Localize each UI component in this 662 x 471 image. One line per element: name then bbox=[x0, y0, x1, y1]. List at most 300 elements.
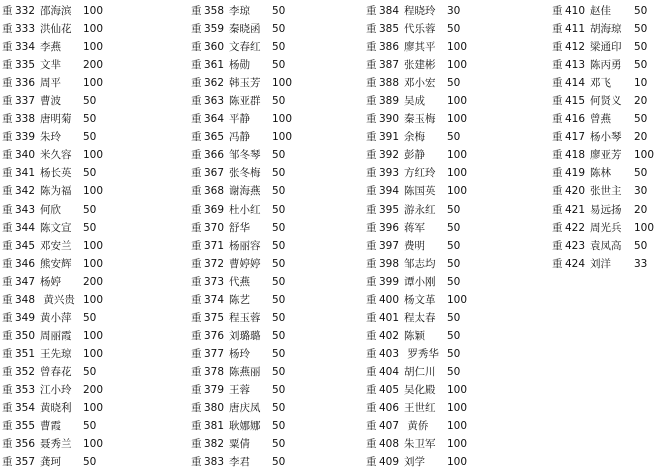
list-item bbox=[366, 56, 479, 74]
row-prefix: 重 bbox=[366, 203, 377, 216]
list-item bbox=[2, 435, 115, 453]
list-item bbox=[191, 20, 304, 38]
list-item bbox=[2, 327, 115, 345]
donation-amount: 100 bbox=[83, 257, 104, 270]
row-number: 378 bbox=[204, 365, 225, 378]
donation-amount: 50 bbox=[272, 41, 286, 54]
donor-name: 舒华 bbox=[229, 221, 250, 234]
donor-name: 袁凤高 bbox=[590, 239, 622, 252]
list-item bbox=[2, 345, 115, 363]
list-item bbox=[552, 237, 662, 255]
row-prefix: 重 bbox=[552, 113, 563, 126]
donation-amount: 50 bbox=[447, 239, 461, 252]
row-number: 359 bbox=[204, 23, 225, 36]
list-item bbox=[366, 327, 479, 345]
donation-amount: 50 bbox=[272, 311, 286, 324]
row-number: 340 bbox=[15, 149, 36, 162]
row-number: 397 bbox=[379, 239, 400, 252]
list-item bbox=[191, 2, 304, 20]
donation-amount: 200 bbox=[83, 275, 104, 288]
donation-amount: 50 bbox=[272, 221, 286, 234]
row-number: 424 bbox=[565, 257, 586, 270]
list-item bbox=[191, 381, 304, 399]
donor-name: 杨小琴 bbox=[590, 131, 622, 144]
list-item bbox=[366, 363, 479, 381]
row-prefix: 重 bbox=[2, 420, 13, 433]
row-number: 357 bbox=[15, 456, 36, 469]
donor-name: 杜小红 bbox=[229, 203, 261, 216]
donation-amount: 50 bbox=[447, 329, 461, 342]
donor-name: 杨婷 bbox=[40, 275, 61, 288]
row-prefix: 重 bbox=[191, 149, 202, 162]
donor-name: 刘璐璐 bbox=[229, 329, 261, 342]
row-prefix: 重 bbox=[366, 95, 377, 108]
row-number: 363 bbox=[204, 95, 225, 108]
donation-amount: 50 bbox=[634, 23, 648, 36]
donation-amount: 50 bbox=[447, 77, 461, 90]
row-prefix: 重 bbox=[191, 203, 202, 216]
row-number: 377 bbox=[204, 347, 225, 360]
donor-name: 赵佳 bbox=[590, 5, 611, 17]
list-item bbox=[366, 164, 479, 182]
row-prefix: 重 bbox=[2, 131, 13, 144]
list-item bbox=[366, 273, 479, 291]
row-number: 367 bbox=[204, 167, 225, 180]
donor-name: 陈国英 bbox=[404, 185, 436, 198]
donor-name: 王世红 bbox=[404, 402, 436, 415]
donor-name: 余梅 bbox=[404, 131, 425, 144]
row-number: 390 bbox=[379, 113, 400, 126]
list-item bbox=[2, 146, 115, 164]
list-item bbox=[366, 182, 479, 200]
row-number: 352 bbox=[15, 365, 36, 378]
row-number: 386 bbox=[379, 41, 400, 54]
donation-amount: 50 bbox=[272, 383, 286, 396]
donor-name: 王蓉 bbox=[229, 383, 250, 396]
row-prefix: 重 bbox=[552, 59, 563, 72]
list-item bbox=[191, 74, 304, 92]
row-prefix: 重 bbox=[191, 275, 202, 288]
donation-amount: 100 bbox=[447, 59, 468, 72]
list-item bbox=[366, 38, 479, 56]
list-item bbox=[366, 219, 479, 237]
row-prefix: 重 bbox=[191, 402, 202, 415]
row-number: 342 bbox=[15, 185, 36, 198]
row-number: 392 bbox=[379, 149, 400, 162]
row-prefix: 重 bbox=[191, 59, 202, 72]
donation-amount: 100 bbox=[447, 293, 468, 306]
donation-amount: 50 bbox=[447, 221, 461, 234]
donor-name: 朱玲 bbox=[40, 131, 61, 144]
row-prefix: 重 bbox=[366, 347, 377, 360]
donation-amount: 50 bbox=[634, 59, 648, 72]
donation-amount: 100 bbox=[634, 221, 655, 234]
row-prefix: 重 bbox=[366, 329, 377, 342]
donor-name: 秦玉梅 bbox=[404, 113, 436, 126]
row-prefix: 重 bbox=[2, 167, 13, 180]
list-item bbox=[191, 146, 304, 164]
donor-name: 江小玲 bbox=[40, 383, 72, 396]
donation-amount: 100 bbox=[83, 185, 104, 198]
row-number: 347 bbox=[15, 275, 36, 288]
row-prefix: 重 bbox=[2, 185, 13, 198]
donation-amount: 100 bbox=[447, 113, 468, 126]
donation-amount: 100 bbox=[83, 293, 104, 306]
donation-amount: 100 bbox=[447, 402, 468, 415]
donation-amount: 100 bbox=[83, 23, 104, 36]
row-prefix: 重 bbox=[552, 5, 563, 17]
row-number: 350 bbox=[15, 329, 36, 342]
donation-amount: 50 bbox=[272, 347, 286, 360]
row-prefix: 重 bbox=[191, 113, 202, 126]
row-prefix: 重 bbox=[366, 5, 377, 17]
donor-name: 谢海燕 bbox=[229, 185, 261, 198]
row-number: 332 bbox=[15, 5, 36, 17]
donation-amount: 100 bbox=[83, 149, 104, 162]
list-item bbox=[2, 56, 115, 74]
donor-name: 邹冬琴 bbox=[229, 149, 261, 162]
row-number: 333 bbox=[15, 23, 36, 36]
row-prefix: 重 bbox=[2, 113, 13, 126]
list-item bbox=[2, 273, 115, 291]
row-number: 366 bbox=[204, 149, 225, 162]
donation-amount: 50 bbox=[272, 329, 286, 342]
row-prefix: 重 bbox=[2, 5, 13, 17]
row-prefix: 重 bbox=[366, 77, 377, 90]
donation-amount: 50 bbox=[272, 5, 286, 17]
donor-name: 邓飞 bbox=[590, 77, 611, 90]
donation-amount: 50 bbox=[272, 167, 286, 180]
list-item bbox=[191, 128, 304, 146]
list-item bbox=[366, 453, 479, 471]
list-item bbox=[2, 255, 115, 273]
row-prefix: 重 bbox=[2, 41, 13, 54]
row-number: 409 bbox=[379, 456, 400, 469]
row-prefix: 重 bbox=[366, 293, 377, 306]
row-prefix: 重 bbox=[366, 185, 377, 198]
donation-amount: 10 bbox=[634, 77, 648, 90]
donation-amount: 50 bbox=[83, 365, 97, 378]
donation-amount: 50 bbox=[272, 23, 286, 36]
row-number: 370 bbox=[204, 221, 225, 234]
row-number: 408 bbox=[379, 438, 400, 451]
row-prefix: 重 bbox=[191, 257, 202, 270]
row-number: 358 bbox=[204, 5, 225, 17]
donation-amount: 50 bbox=[83, 456, 97, 469]
donor-name: 吴成 bbox=[404, 95, 425, 108]
row-prefix: 重 bbox=[366, 149, 377, 162]
row-number: 360 bbox=[204, 41, 225, 54]
donor-name: 程玉蓉 bbox=[229, 311, 261, 324]
donor-name: 杨文革 bbox=[404, 293, 436, 306]
donation-amount: 50 bbox=[272, 365, 286, 378]
donor-name: 杨勋 bbox=[229, 59, 250, 72]
list-item bbox=[366, 309, 479, 327]
list-column-1 bbox=[2, 2, 115, 471]
row-number: 414 bbox=[565, 77, 586, 90]
donor-name: 张冬梅 bbox=[229, 167, 261, 180]
donor-name: 谭小刚 bbox=[404, 275, 436, 288]
donor-name: 李琼 bbox=[229, 5, 250, 17]
row-number: 389 bbox=[379, 95, 400, 108]
row-prefix: 重 bbox=[2, 203, 13, 216]
list-item bbox=[366, 2, 479, 20]
list-item bbox=[366, 345, 479, 363]
list-item bbox=[552, 110, 662, 128]
donor-name: 罗秀华 bbox=[404, 347, 439, 360]
donation-amount: 50 bbox=[272, 438, 286, 451]
row-prefix: 重 bbox=[191, 365, 202, 378]
row-prefix: 重 bbox=[2, 329, 13, 342]
donor-name: 王先琼 bbox=[40, 347, 72, 360]
donation-amount: 50 bbox=[272, 149, 286, 162]
list-item bbox=[191, 327, 304, 345]
list-item bbox=[191, 255, 304, 273]
row-number: 382 bbox=[204, 438, 225, 451]
donation-amount: 50 bbox=[447, 257, 461, 270]
row-prefix: 重 bbox=[2, 239, 13, 252]
donor-name: 秦晓函 bbox=[229, 23, 261, 36]
list-item bbox=[2, 2, 115, 20]
donor-name: 邓安兰 bbox=[40, 239, 72, 252]
row-prefix: 重 bbox=[366, 383, 377, 396]
donation-amount: 50 bbox=[447, 203, 461, 216]
donation-amount: 200 bbox=[83, 383, 104, 396]
donor-name: 陈为福 bbox=[40, 185, 72, 198]
donor-name: 黄侨 bbox=[404, 420, 429, 433]
row-number: 391 bbox=[379, 131, 400, 144]
row-number: 412 bbox=[565, 41, 586, 54]
donor-name: 黄晓利 bbox=[40, 402, 72, 415]
donation-amount: 50 bbox=[272, 402, 286, 415]
row-number: 379 bbox=[204, 383, 225, 396]
list-item bbox=[552, 219, 662, 237]
donor-name: 陈燕丽 bbox=[229, 365, 261, 378]
row-prefix: 重 bbox=[191, 221, 202, 234]
donation-amount: 100 bbox=[447, 149, 468, 162]
row-prefix: 重 bbox=[366, 221, 377, 234]
donor-name: 何欣 bbox=[40, 203, 61, 216]
row-number: 383 bbox=[204, 456, 225, 469]
donor-name: 费明 bbox=[404, 239, 425, 252]
row-number: 334 bbox=[15, 41, 36, 54]
donation-amount: 50 bbox=[83, 420, 97, 433]
donor-name: 陈亚群 bbox=[229, 95, 261, 108]
donor-name: 黄兴贵 bbox=[40, 293, 75, 306]
row-number: 344 bbox=[15, 221, 36, 234]
list-item bbox=[191, 273, 304, 291]
row-prefix: 重 bbox=[191, 438, 202, 451]
row-prefix: 重 bbox=[2, 77, 13, 90]
row-number: 416 bbox=[565, 113, 586, 126]
donation-amount: 50 bbox=[447, 365, 461, 378]
row-prefix: 重 bbox=[552, 239, 563, 252]
list-item bbox=[2, 74, 115, 92]
row-number: 355 bbox=[15, 420, 36, 433]
row-number: 380 bbox=[204, 402, 225, 415]
row-number: 387 bbox=[379, 59, 400, 72]
donor-name: 程太春 bbox=[404, 311, 436, 324]
row-number: 422 bbox=[565, 221, 586, 234]
donation-amount: 50 bbox=[272, 420, 286, 433]
donor-name: 邵海滨 bbox=[40, 5, 72, 17]
list-item bbox=[2, 237, 115, 255]
row-prefix: 重 bbox=[191, 131, 202, 144]
row-number: 348 bbox=[15, 293, 36, 306]
donor-name: 程晓玲 bbox=[404, 5, 436, 17]
donation-amount: 100 bbox=[83, 402, 104, 415]
donation-amount: 50 bbox=[83, 113, 97, 126]
donation-amount: 50 bbox=[83, 167, 97, 180]
row-number: 341 bbox=[15, 167, 36, 180]
row-prefix: 重 bbox=[191, 41, 202, 54]
row-number: 395 bbox=[379, 203, 400, 216]
row-prefix: 重 bbox=[2, 275, 13, 288]
row-prefix: 重 bbox=[552, 131, 563, 144]
donation-amount: 50 bbox=[272, 456, 286, 469]
donation-amount: 50 bbox=[634, 41, 648, 54]
list-item bbox=[366, 146, 479, 164]
list-item bbox=[2, 399, 115, 417]
row-number: 361 bbox=[204, 59, 225, 72]
row-prefix: 重 bbox=[366, 456, 377, 469]
donation-amount: 50 bbox=[634, 239, 648, 252]
list-item bbox=[191, 309, 304, 327]
list-item bbox=[552, 201, 662, 219]
list-item bbox=[191, 56, 304, 74]
donor-name: 杨丽容 bbox=[229, 239, 261, 252]
list-item bbox=[366, 201, 479, 219]
row-prefix: 重 bbox=[552, 23, 563, 36]
row-number: 356 bbox=[15, 438, 36, 451]
donation-amount: 100 bbox=[447, 456, 468, 469]
row-prefix: 重 bbox=[2, 257, 13, 270]
row-number: 373 bbox=[204, 275, 225, 288]
row-number: 353 bbox=[15, 383, 36, 396]
list-item bbox=[552, 146, 662, 164]
row-prefix: 重 bbox=[366, 131, 377, 144]
donation-amount: 50 bbox=[447, 131, 461, 144]
row-number: 368 bbox=[204, 185, 225, 198]
donor-name: 胡仁川 bbox=[404, 365, 436, 378]
donor-name: 曹霞 bbox=[40, 420, 61, 433]
donation-amount: 100 bbox=[447, 41, 468, 54]
row-prefix: 重 bbox=[366, 257, 377, 270]
row-number: 413 bbox=[565, 59, 586, 72]
list-item bbox=[552, 182, 662, 200]
row-prefix: 重 bbox=[191, 383, 202, 396]
list-item bbox=[2, 453, 115, 471]
row-number: 405 bbox=[379, 383, 400, 396]
donation-amount: 100 bbox=[83, 347, 104, 360]
row-prefix: 重 bbox=[191, 167, 202, 180]
donor-name: 刘洋 bbox=[590, 257, 611, 270]
donor-name: 易远扬 bbox=[590, 203, 622, 216]
list-item bbox=[2, 128, 115, 146]
list-item bbox=[366, 255, 479, 273]
row-number: 338 bbox=[15, 113, 36, 126]
row-number: 403 bbox=[379, 347, 400, 360]
donor-name: 周光兵 bbox=[590, 221, 622, 234]
row-number: 404 bbox=[379, 365, 400, 378]
donor-name: 周平 bbox=[40, 77, 61, 90]
list-item bbox=[2, 92, 115, 110]
donation-amount: 100 bbox=[447, 185, 468, 198]
row-number: 374 bbox=[204, 293, 225, 306]
row-prefix: 重 bbox=[366, 23, 377, 36]
list-item bbox=[366, 435, 479, 453]
row-number: 375 bbox=[204, 311, 225, 324]
donor-name: 代乐蓉 bbox=[404, 23, 436, 36]
list-item bbox=[2, 201, 115, 219]
list-item bbox=[366, 237, 479, 255]
row-prefix: 重 bbox=[366, 402, 377, 415]
list-item bbox=[366, 74, 479, 92]
donor-name: 龚珂 bbox=[40, 456, 61, 469]
list-item bbox=[552, 92, 662, 110]
row-number: 364 bbox=[204, 113, 225, 126]
list-item bbox=[552, 164, 662, 182]
donation-amount: 50 bbox=[447, 347, 461, 360]
donation-amount: 50 bbox=[272, 95, 286, 108]
donor-name: 方红玲 bbox=[404, 167, 436, 180]
row-number: 396 bbox=[379, 221, 400, 234]
donation-amount: 100 bbox=[447, 420, 468, 433]
row-number: 372 bbox=[204, 257, 225, 270]
list-item bbox=[191, 201, 304, 219]
list-item bbox=[191, 237, 304, 255]
list-item bbox=[366, 417, 479, 435]
donation-amount: 33 bbox=[634, 257, 648, 270]
donation-amount: 50 bbox=[83, 221, 97, 234]
row-number: 406 bbox=[379, 402, 400, 415]
row-prefix: 重 bbox=[191, 23, 202, 36]
row-prefix: 重 bbox=[552, 95, 563, 108]
donor-name: 刘学 bbox=[404, 456, 425, 469]
list-item bbox=[552, 74, 662, 92]
list-item bbox=[2, 20, 115, 38]
donation-amount: 100 bbox=[83, 41, 104, 54]
list-item bbox=[2, 38, 115, 56]
donor-name: 邹志均 bbox=[404, 257, 436, 270]
donation-amount: 100 bbox=[634, 149, 655, 162]
row-prefix: 重 bbox=[2, 293, 13, 306]
donation-amount: 50 bbox=[447, 23, 461, 36]
donor-name: 韩玉芳 bbox=[229, 77, 261, 90]
donation-amount: 100 bbox=[447, 95, 468, 108]
row-number: 343 bbox=[15, 203, 36, 216]
donation-amount: 20 bbox=[634, 131, 648, 144]
list-item bbox=[552, 255, 662, 273]
donor-name: 张建彬 bbox=[404, 59, 436, 72]
row-number: 423 bbox=[565, 239, 586, 252]
donor-name: 曹婷婷 bbox=[229, 257, 261, 270]
row-number: 421 bbox=[565, 203, 586, 216]
donation-amount: 100 bbox=[83, 438, 104, 451]
donation-amount: 30 bbox=[634, 185, 648, 198]
donor-name: 胡海琼 bbox=[590, 23, 622, 36]
list-item bbox=[366, 110, 479, 128]
row-number: 354 bbox=[15, 402, 36, 415]
donation-amount: 100 bbox=[272, 77, 293, 90]
row-prefix: 重 bbox=[191, 95, 202, 108]
donation-amount: 100 bbox=[447, 167, 468, 180]
donor-name: 米久容 bbox=[40, 149, 72, 162]
donation-amount: 20 bbox=[634, 203, 648, 216]
donor-name: 周丽霞 bbox=[40, 329, 72, 342]
donor-name: 朱卫军 bbox=[404, 438, 436, 451]
row-prefix: 重 bbox=[2, 347, 13, 360]
